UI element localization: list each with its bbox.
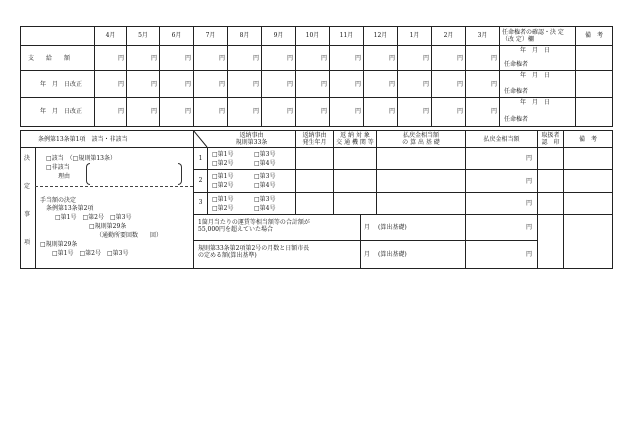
yen-unit: 円 <box>252 81 259 88</box>
yen-unit: 円 <box>218 108 225 115</box>
target-org-header: 返 納 対 象 交 通 機 関 等 <box>336 132 374 146</box>
yen-unit: 円 <box>422 81 429 88</box>
yen-unit: 円 <box>117 108 124 115</box>
reason-option[interactable]: □第2号 <box>212 160 234 167</box>
row-label-revision: 年 月 日改正 <box>40 81 83 88</box>
appointer-sign: 任命権者 <box>504 116 529 123</box>
yen-unit: 円 <box>150 81 157 88</box>
calc-basis-label: (算出基礎) <box>378 224 407 231</box>
yen-unit: 円 <box>117 55 124 62</box>
yen-unit: 円 <box>320 55 327 62</box>
reason-option[interactable]: □第4号 <box>254 205 276 212</box>
refund-header: 払戻金相当額 <box>483 136 520 143</box>
reason-bracket <box>86 163 90 185</box>
yen-unit: 円 <box>525 200 532 207</box>
reason-option[interactable]: □第1号 <box>212 151 234 158</box>
row-label-payment: 支 給 額 <box>28 55 71 62</box>
row-number: 1 <box>198 155 203 162</box>
article-13-2: 条例第13条第2項 <box>46 205 94 212</box>
yen-unit: 円 <box>218 55 225 62</box>
reason-label: 理由 <box>58 173 71 180</box>
yen-unit: 円 <box>320 108 327 115</box>
decision-label: 事 <box>24 211 31 218</box>
yen-unit: 円 <box>490 81 497 88</box>
month-header: 9月 <box>273 32 284 39</box>
article-line: 条例第13条第1項 該当・非該当 <box>38 136 128 143</box>
month-header: 11月 <box>339 32 354 39</box>
reason-option[interactable]: □第3号 <box>254 151 276 158</box>
reason-option[interactable]: □第4号 <box>254 160 276 167</box>
appointer-date: 年 月 日 <box>520 47 551 54</box>
month-unit: 月 <box>364 224 371 231</box>
month-header: 1月 <box>409 32 420 39</box>
appointer-date: 年 月 日 <box>520 99 551 106</box>
month-header: 10月 <box>305 32 320 39</box>
total-condition-text: 1箇月当たりの運賃等相当額等の合計額が 55,000円を超えていた場合 <box>198 219 310 233</box>
month-header: 8月 <box>239 32 250 39</box>
month-header: 7月 <box>205 32 216 39</box>
yen-unit: 円 <box>252 108 259 115</box>
yen-unit: 円 <box>218 81 225 88</box>
yen-unit: 円 <box>525 224 532 231</box>
row-number: 2 <box>198 177 203 184</box>
remarks-header: 備 考 <box>584 32 603 39</box>
appointer-sign: 任命権者 <box>504 88 529 95</box>
decision-label: 定 <box>24 183 31 190</box>
yen-unit: 円 <box>525 178 532 185</box>
calc-basis-label: (算出基礎) <box>378 251 407 258</box>
reason-option[interactable]: □第4号 <box>254 182 276 189</box>
yen-unit: 円 <box>354 108 361 115</box>
rule-33-text: 規則第33条第2項第2号の月数と日額市長 の定める額(算出基準) <box>198 245 310 259</box>
yen-unit: 円 <box>490 108 497 115</box>
yen-unit: 円 <box>354 81 361 88</box>
month-unit: 月 <box>364 251 371 258</box>
appointer-header: 任命権者の確認・決 定（改 定）欄 <box>502 29 564 43</box>
reason-option[interactable]: □第2号 <box>212 205 234 212</box>
calc-basis-header: 払戻金相当額 の 算 出 基 礎 <box>402 132 440 146</box>
approver-header: 取扱者 認 印 <box>541 132 560 146</box>
applicable-checkbox[interactable]: □該当 （□規則第13条） <box>46 155 116 162</box>
month-header: 4月 <box>105 32 116 39</box>
month-header: 6月 <box>171 32 182 39</box>
rule-29-title[interactable]: □規則第29条 <box>40 241 78 248</box>
appointer-sign: 任命権者 <box>504 61 529 68</box>
yen-unit: 円 <box>422 55 429 62</box>
decision-label: 項 <box>24 239 31 246</box>
remarks-header: 備 考 <box>578 136 597 143</box>
yen-unit: 円 <box>456 81 463 88</box>
reason-option[interactable]: □第1号 <box>212 173 234 180</box>
reason-option[interactable]: □第3号 <box>254 196 276 203</box>
yen-unit: 円 <box>388 108 395 115</box>
yen-unit: 円 <box>525 251 532 258</box>
row-label-revision: 年 月 日改正 <box>40 108 83 115</box>
yen-unit: 円 <box>388 55 395 62</box>
yen-unit: 円 <box>252 55 259 62</box>
header-diagonal <box>193 130 208 148</box>
commuting-count: （通勤所要回数 回） <box>96 232 163 239</box>
rule-29-checkbox[interactable]: □規則第29条 <box>89 223 127 230</box>
reason-option[interactable]: □第2号 <box>212 182 234 189</box>
yen-unit: 円 <box>320 81 327 88</box>
month-header: 2月 <box>443 32 454 39</box>
month-header: 5月 <box>138 32 148 39</box>
decision-label: 決 <box>24 155 31 162</box>
reason-option[interactable]: □第1号 <box>212 196 234 203</box>
yen-unit: 円 <box>184 55 191 62</box>
yen-unit: 円 <box>354 55 361 62</box>
yen-unit: 円 <box>286 81 293 88</box>
month-header: 12月 <box>373 32 388 39</box>
yen-unit: 円 <box>388 81 395 88</box>
yen-unit: 円 <box>117 81 124 88</box>
yen-unit: 円 <box>422 108 429 115</box>
rule-29-items[interactable]: □第1号 □第2号 □第3号 <box>52 250 129 257</box>
month-header: 3月 <box>477 32 488 39</box>
yen-unit: 円 <box>490 55 497 62</box>
yen-unit: 円 <box>184 81 191 88</box>
reason-bracket <box>178 163 182 185</box>
appointer-date: 年 月 日 <box>520 72 551 79</box>
reason-option[interactable]: □第3号 <box>254 173 276 180</box>
row-number: 3 <box>198 199 203 206</box>
yen-unit: 円 <box>150 55 157 62</box>
occurrence-header: 返納事由 発生年月 <box>302 132 327 146</box>
article-13-2-items[interactable]: □第1号 □第2号 □第3号 <box>55 214 132 221</box>
yen-unit: 円 <box>150 108 157 115</box>
reason-header: 返納事由 規則第33条 <box>235 132 268 146</box>
yen-unit: 円 <box>184 108 191 115</box>
decision-title: 手当額の決定 <box>40 197 77 204</box>
yen-unit: 円 <box>456 55 463 62</box>
yen-unit: 円 <box>286 55 293 62</box>
yen-unit: 円 <box>286 108 293 115</box>
not-applicable-checkbox[interactable]: □非該当 <box>46 164 70 171</box>
yen-unit: 円 <box>525 155 532 162</box>
yen-unit: 円 <box>456 108 463 115</box>
